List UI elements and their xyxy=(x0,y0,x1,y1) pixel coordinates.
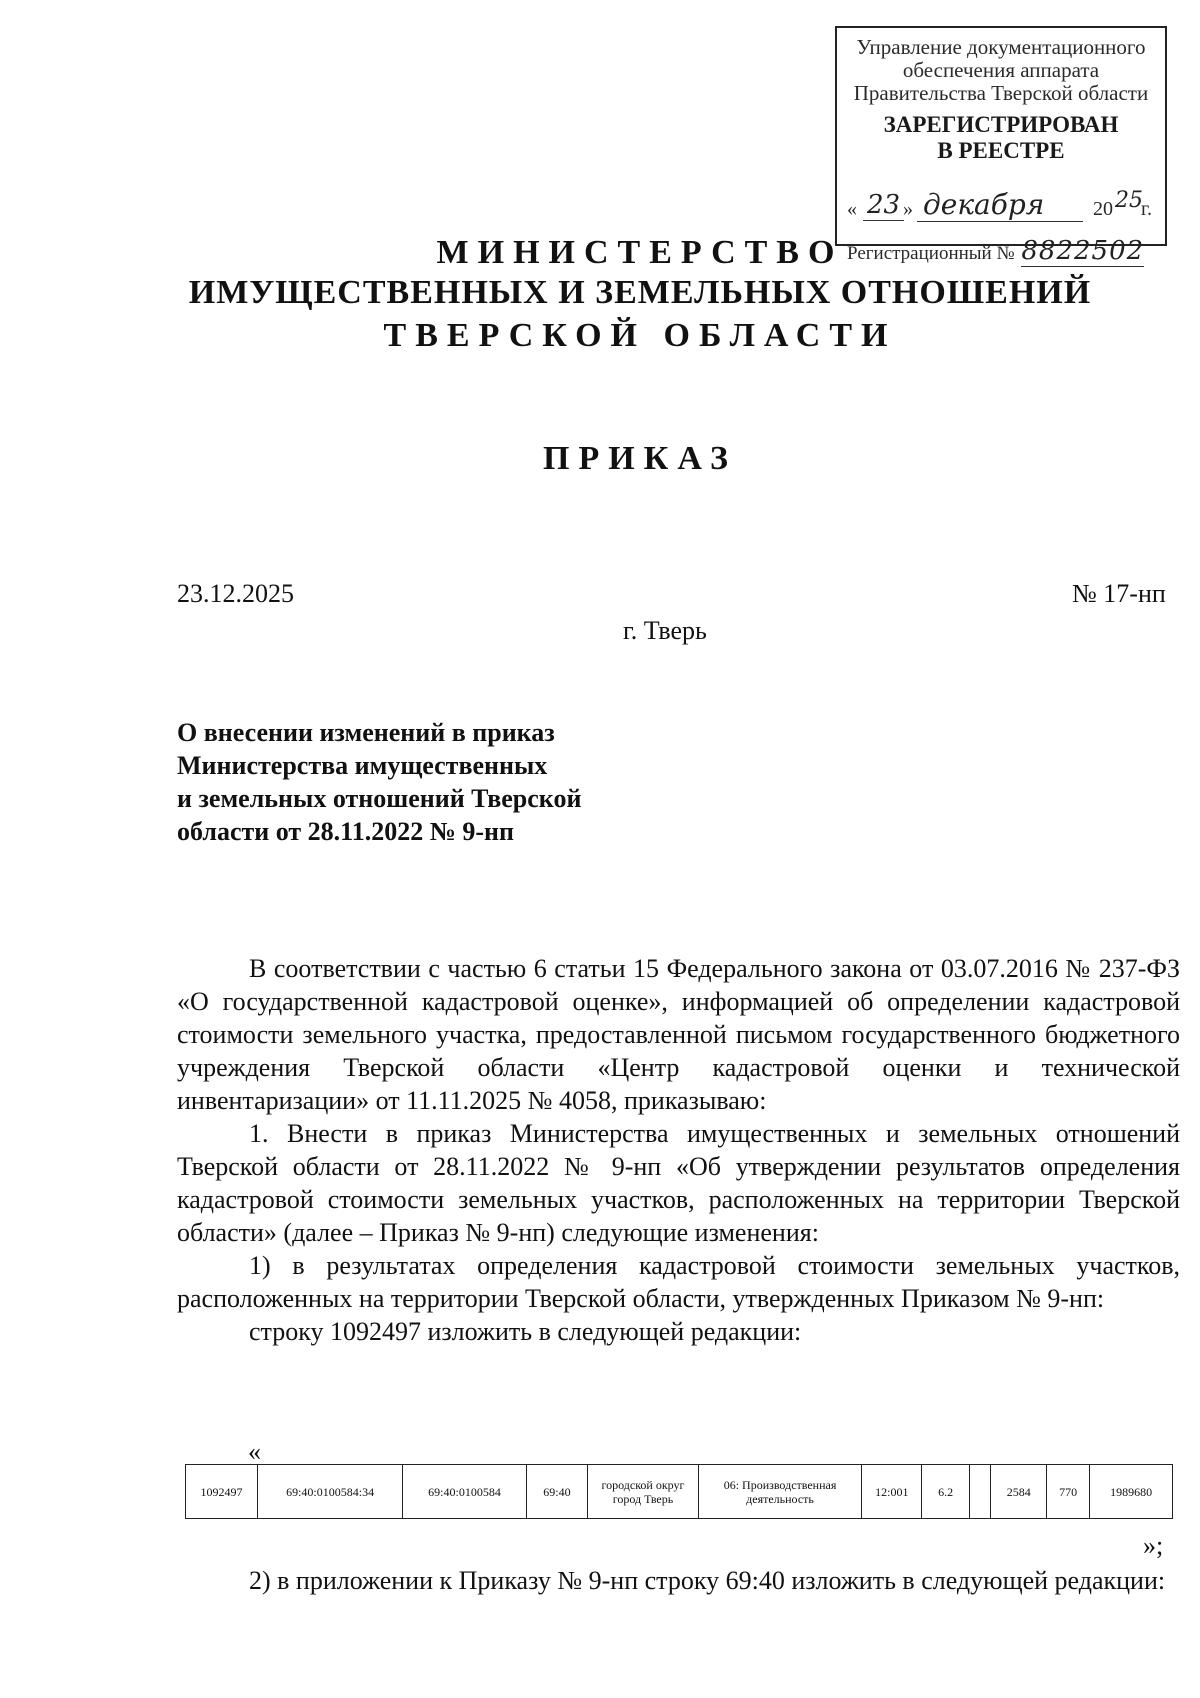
stamp-year-suffix: 25 xyxy=(1115,188,1143,213)
body-paragraph-subitem-1: 1) в результатах определения кадастровой стоимости земельных участков, расположенных на территории Тверской области, утвержденных Приказом № 9-нп: xyxy=(177,1251,1180,1313)
cell-cadastral-quarter: 69:40:0100584 xyxy=(403,1465,527,1519)
registration-stamp xyxy=(835,26,1167,266)
table-quote-close: »; xyxy=(1143,1531,1164,1560)
stamp-dept-line-3: Правительства Тверской области xyxy=(853,81,1149,105)
cell-row-number: 1092497 xyxy=(186,1465,258,1519)
ministry-heading-line-1: МИНИСТЕРСТВО xyxy=(436,234,844,271)
order-title xyxy=(177,716,737,848)
order-title-line-3: и земельных отношений Тверской xyxy=(177,784,582,813)
order-title-line-2: Министерства имущественных xyxy=(177,751,548,780)
cell-empty xyxy=(969,1465,991,1519)
stamp-date: « 23 » декабря 20 25 г. xyxy=(847,188,1152,221)
cell-district-code: 69:40 xyxy=(526,1465,587,1519)
cell-area: 2584 xyxy=(991,1465,1047,1519)
ministry-heading-line-2: ИМУЩЕСТВЕННЫХ И ЗЕМЕЛЬНЫХ ОТНОШЕНИЙ xyxy=(188,274,1092,311)
stamp-status-2: В РЕЕСТРЕ xyxy=(937,138,1065,163)
stamp-dept-line-2: обеспечения аппарата xyxy=(902,58,1100,82)
ministry-heading-line-3: ТВЕРСКОЙ ОБЛАСТИ xyxy=(383,317,897,354)
body-paragraph-subitem-2: 2) в приложении к Приказу № 9-нп строку 69:40 изложить в следующей редакции: xyxy=(249,1566,1166,1595)
cell-cadastral-value: 1989680 xyxy=(1090,1465,1173,1519)
order-number: № 17-нп xyxy=(1072,579,1166,608)
body-paragraph-preamble: В соответствии с частью 6 статьи 15 Федерального закона от 03.07.2016 № 237-ФЗ «О государственной кадастровой оценке», информацией об определении кадастровой стоимости земельного участка, предоставленной письмом государственного бюджетного учреждения Тверской области «Центр кадастровой оценки и технической инвентаризации» от 11.11.2025 № 4058, приказываю: xyxy=(177,954,1180,1115)
order-item-2 xyxy=(177,1564,1180,1597)
cell-municipality: городской округ город Тверь xyxy=(588,1465,699,1519)
cell-specific-value: 770 xyxy=(1047,1465,1090,1519)
stamp-date-month: декабря xyxy=(917,188,1083,222)
cadastral-row-table xyxy=(185,1464,1173,1519)
cell-subgroup: 6.2 xyxy=(922,1465,969,1519)
order-title-line-4: области от 28.11.2022 № 9-нп xyxy=(177,817,514,846)
stamp-year-g: г. xyxy=(1141,198,1152,220)
cell-use-code: 12:001 xyxy=(862,1465,922,1519)
table-quote-open: « xyxy=(248,1437,261,1466)
order-city: г. Тверь xyxy=(623,616,707,645)
cell-land-use-group: 06: Производственная деятельность xyxy=(698,1465,861,1519)
cell-cadastral-number: 69:40:0100584:34 xyxy=(258,1465,403,1519)
order-body xyxy=(177,952,1180,1348)
stamp-reg-label: Регистрационный № xyxy=(847,243,1015,264)
stamp-reg-number: 8822502 xyxy=(1021,236,1145,266)
stamp-date-day: 23 xyxy=(863,190,904,221)
body-paragraph-item-1: 1. Внести в приказ Министерства имущественных и земельных отношений Тверской области от 28.11.2022 № 9-нп «Об утверждении результатов определения кадастровой стоимости земельных участков, расположенных на территории Тверской области» (далее – Приказ № 9-нп) следующие изменения: xyxy=(177,1119,1180,1247)
order-title-line-1: О внесении изменений в приказ xyxy=(177,718,555,747)
order-date: 23.12.2025 xyxy=(177,579,294,608)
stamp-year-prefix: 20 xyxy=(1093,198,1113,220)
stamp-dept-line-1: Управление документационного xyxy=(856,35,1146,59)
body-paragraph-row-instruction: строку 1092497 изложить в следующей редакции: xyxy=(249,1317,802,1346)
stamp-status-1: ЗАРЕГИСТРИРОВАН xyxy=(883,112,1119,137)
table-row xyxy=(186,1465,1173,1519)
document-type: ПРИКАЗ xyxy=(543,440,737,477)
